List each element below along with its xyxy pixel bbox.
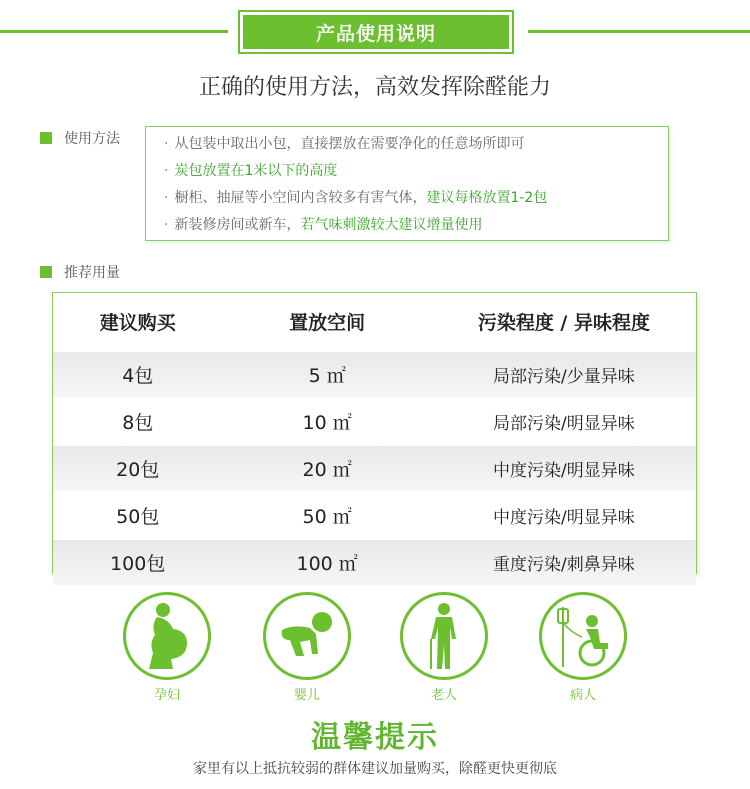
pregnant-woman-icon <box>123 592 211 680</box>
header-divider-right <box>528 30 750 33</box>
usage-item <box>164 131 668 158</box>
table-cell: 5 ㎡ <box>308 365 346 387</box>
bullet-dot: · <box>164 217 169 233</box>
group-label: 病人 <box>569 688 596 703</box>
usage-item-highlight: 建议每格放置1-2包 <box>426 190 548 206</box>
table-row <box>53 350 696 397</box>
crawling-baby-icon <box>263 592 351 680</box>
table-cell: 20包 <box>116 459 160 481</box>
column-header: 污染程度 / 异味程度 <box>477 312 650 334</box>
header-title: 产品使用说明 <box>243 15 509 49</box>
tip-title: 温馨提示 <box>311 720 439 755</box>
table-cell: 局部污染/明显异味 <box>493 414 635 434</box>
usage-instructions-box <box>145 126 669 241</box>
table-cell: 局部污染/少量异味 <box>493 367 635 387</box>
dosage-heading-label: 推荐用量 <box>64 265 120 281</box>
group-label: 婴儿 <box>293 688 320 703</box>
table-cell: 100 ㎡ <box>296 553 358 575</box>
table-row <box>53 444 696 491</box>
table-cell: 中度污染/明显异味 <box>493 461 635 481</box>
usage-item-text: 新装修房间或新车， <box>174 217 301 233</box>
group-pregnant <box>117 592 217 703</box>
group-label: 孕妇 <box>153 688 180 703</box>
table-cell: 20 ㎡ <box>302 459 352 481</box>
table-cell: 50 ㎡ <box>302 506 352 528</box>
table-cell: 4包 <box>122 365 154 387</box>
header-banner <box>238 10 514 54</box>
group-label: 老人 <box>430 688 457 703</box>
usage-item <box>164 212 668 239</box>
square-bullet-icon <box>40 266 52 278</box>
tip-text: 家里有以上抵抗较弱的群体建议加量购买，除醛更快更彻底 <box>193 761 557 777</box>
bullet-dot: · <box>164 163 169 179</box>
column-header: 建议购买 <box>99 312 176 334</box>
table-cell: 中度污染/明显异味 <box>493 508 635 528</box>
header-divider-left <box>0 30 228 33</box>
table-cell: 10 ㎡ <box>302 412 352 434</box>
group-patient <box>533 592 633 703</box>
group-elderly <box>394 592 494 703</box>
table-row <box>53 491 696 538</box>
usage-item <box>164 185 668 212</box>
table-cell: 8包 <box>122 412 154 434</box>
table-cell: 重度污染/刺鼻异味 <box>493 555 635 575</box>
page-subtitle: 正确的使用方法，高效发挥除醛能力 <box>198 75 551 100</box>
usage-item <box>164 158 668 185</box>
bullet-dot: · <box>164 136 169 152</box>
table-row <box>53 538 696 585</box>
table-header-row <box>53 293 696 350</box>
usage-item-highlight: 若气味刺激较大建议增量使用 <box>300 217 483 233</box>
table-cell: 50包 <box>116 506 160 528</box>
usage-item-highlight: 炭包放置在1米以下的高度 <box>174 163 338 179</box>
usage-item-text: 橱柜、抽屉等小空间内含较多有害气体， <box>174 190 427 206</box>
patient-wheelchair-icon <box>539 592 627 680</box>
square-bullet-icon <box>40 132 52 144</box>
bullet-dot: · <box>164 190 169 206</box>
table-cell: 100包 <box>110 553 166 575</box>
group-baby <box>257 592 357 703</box>
table-row <box>53 397 696 444</box>
column-header: 置放空间 <box>289 312 366 334</box>
usage-item-text: 从包装中取出小包，直接摆放在需要净化的任意场所即可 <box>174 136 525 152</box>
dosage-section-heading <box>40 262 120 282</box>
usage-section-heading <box>40 128 120 148</box>
dosage-table <box>52 292 697 574</box>
elderly-person-icon <box>400 592 488 680</box>
usage-heading-label: 使用方法 <box>64 131 120 147</box>
